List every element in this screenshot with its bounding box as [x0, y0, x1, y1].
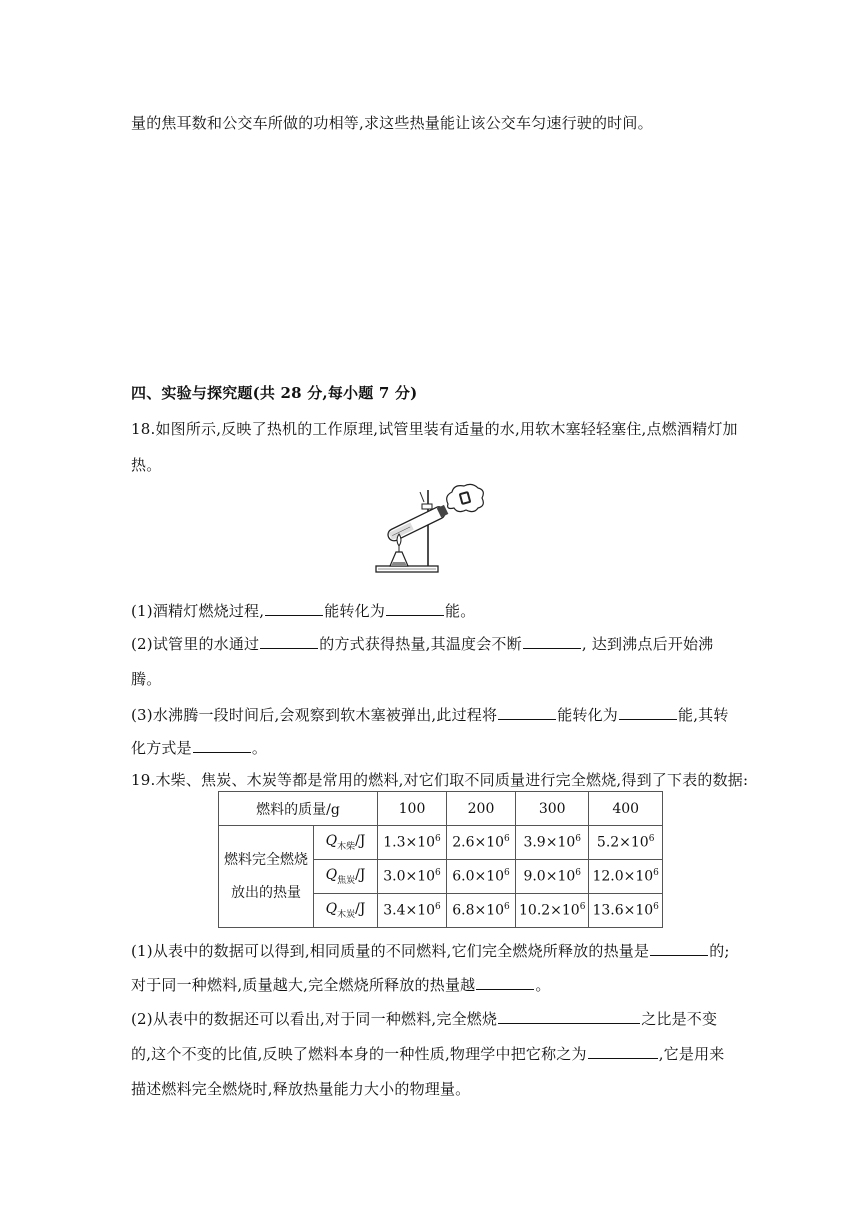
q18-part1 [131, 600, 731, 621]
q18-part2-text-c: , 达到沸点后开始沸 [581, 635, 714, 653]
q18-stem-line2: 热。 [131, 456, 162, 474]
table-header-mass: 100 [378, 792, 447, 826]
q18-part2-text-b: 的方式获得热量,其温度会不断 [319, 635, 522, 653]
table-cell: $3.9\times 10^6$ [516, 826, 589, 860]
q19-part1-line2-text-a: 对于同一种燃料,质量越大,完全燃烧所释放的热量越 [131, 976, 476, 994]
q19-stem: 19.木柴、焦炭、木炭等都是常用的燃料,对它们取不同质量进行完全燃烧,得到了下表的数据: [131, 771, 749, 789]
table-cell: $3.0\times 10^6$ [378, 860, 447, 894]
q19-part2-line2 [131, 1043, 731, 1064]
q19-part2-blank-2[interactable] [588, 1044, 658, 1059]
q19-part1-text-a: (1)从表中的数据可以得到,相同质量的不同燃料,它们完全燃烧所释放的热量是 [131, 942, 650, 960]
q19-part2-line2-text-b: ,它是用来 [658, 1045, 725, 1063]
table-cell: $3.4\times 10^6$ [378, 894, 447, 928]
q19-part2-text-a: (2)从表中的数据还可以看出,对于同一种燃料,完全燃烧 [131, 1010, 498, 1028]
table-cell: $9.0\times 10^6$ [516, 860, 589, 894]
q18-stem-line1: 18.如图所示,反映了热机的工作原理,试管里装有适量的水,用软木塞轻轻塞住,点燃酒精灯加 [131, 420, 738, 438]
q18-part3 [131, 704, 731, 725]
q18-part3-line2-text-a: 化方式是 [131, 739, 192, 757]
q18-part3-blank-3[interactable] [193, 738, 251, 753]
q18-part2 [131, 633, 731, 654]
q18-part3-line2 [131, 737, 731, 758]
table-header-mass-label: 燃料的质量/g [219, 792, 378, 826]
table-row-quantity: $Q_{木炭}/J$ [314, 894, 378, 928]
table-row-quantity: $Q_{木柴}/J$ [314, 826, 378, 860]
table-header-mass: 400 [589, 792, 662, 826]
table-cell: $6.8\times 10^6$ [447, 894, 516, 928]
q18-part1-text-b: 能转化为 [324, 602, 386, 620]
q19-part2-line2-text-a: 的,这个不变的比值,反映了燃料本身的一种性质,物理学中把它称之为 [131, 1045, 587, 1063]
table-header-mass: 200 [447, 792, 516, 826]
q19-part1-text-b: 的; [709, 942, 730, 960]
q18-part2-line2: 腾。 [131, 670, 162, 688]
table-cell: $6.0\times 10^6$ [447, 860, 516, 894]
table-row-quantity: $Q_{焦炭}/J$ [314, 860, 378, 894]
row-group-label-line2: 放出的热量 [231, 884, 301, 901]
table-cell: $1.3\times 10^6$ [378, 826, 447, 860]
q18-part3-text-c: 能,其转 [678, 706, 729, 724]
q18-part3-text-b: 能转化为 [557, 706, 618, 724]
q18-part1-text-a: (1)酒精灯燃烧过程, [131, 602, 265, 620]
q19-part1-line2 [131, 974, 731, 995]
q18-part3-blank-1[interactable] [498, 705, 556, 720]
q18-part2-blank-1[interactable] [260, 634, 318, 649]
q19-part1 [131, 940, 731, 961]
q18-part3-blank-2[interactable] [619, 705, 677, 720]
table-cell: $12.0\times 10^6$ [589, 860, 662, 894]
q19-part1-blank-1[interactable] [650, 941, 708, 956]
table-header-mass: 300 [516, 792, 589, 826]
q18-part3-text-a: (3)水沸腾一段时间后,会观察到软木塞被弹出,此过程将 [131, 706, 498, 724]
q18-part3-line2-text-b: 。 [251, 739, 268, 757]
q18-part2-blank-2[interactable] [523, 634, 581, 649]
section-title: 四、实验与探究题(共 28 分,每小题 7 分) [131, 384, 418, 402]
q19-part2-text-b: 之比是不变 [641, 1010, 718, 1028]
table-cell: $5.2\times 10^6$ [589, 826, 662, 860]
q18-part1-blank-1[interactable] [265, 601, 323, 616]
table-cell: $10.2\times 10^6$ [516, 894, 589, 928]
q19-part2-blank-1[interactable] [498, 1009, 640, 1024]
q19-part1-line2-text-b: 。 [535, 976, 551, 994]
table-cell: $2.6\times 10^6$ [447, 826, 516, 860]
q18-part2-text-a: (2)试管里的水通过 [131, 635, 260, 653]
fuel-heat-table [218, 791, 663, 928]
table-row-group-label [219, 826, 314, 928]
table-row [219, 826, 663, 860]
q18-part1-blank-2[interactable] [386, 601, 444, 616]
q19-part2-line3: 描述燃料完全燃烧时,释放热量能力大小的物理量。 [131, 1080, 471, 1098]
q19-part2 [131, 1008, 731, 1029]
prev-question-text: 量的焦耳数和公交车所做的功相等,求这些热量能让该公交车匀速行驶的时间。 [131, 114, 653, 132]
q18-part1-text-c: 能。 [445, 602, 476, 620]
table-cell: $13.6\times 10^6$ [589, 894, 662, 928]
table-header-row [219, 792, 663, 826]
q19-part1-blank-2[interactable] [476, 975, 534, 990]
row-group-label-line1: 燃料完全燃烧 [224, 851, 308, 868]
heat-engine-apparatus-figure [372, 482, 486, 582]
